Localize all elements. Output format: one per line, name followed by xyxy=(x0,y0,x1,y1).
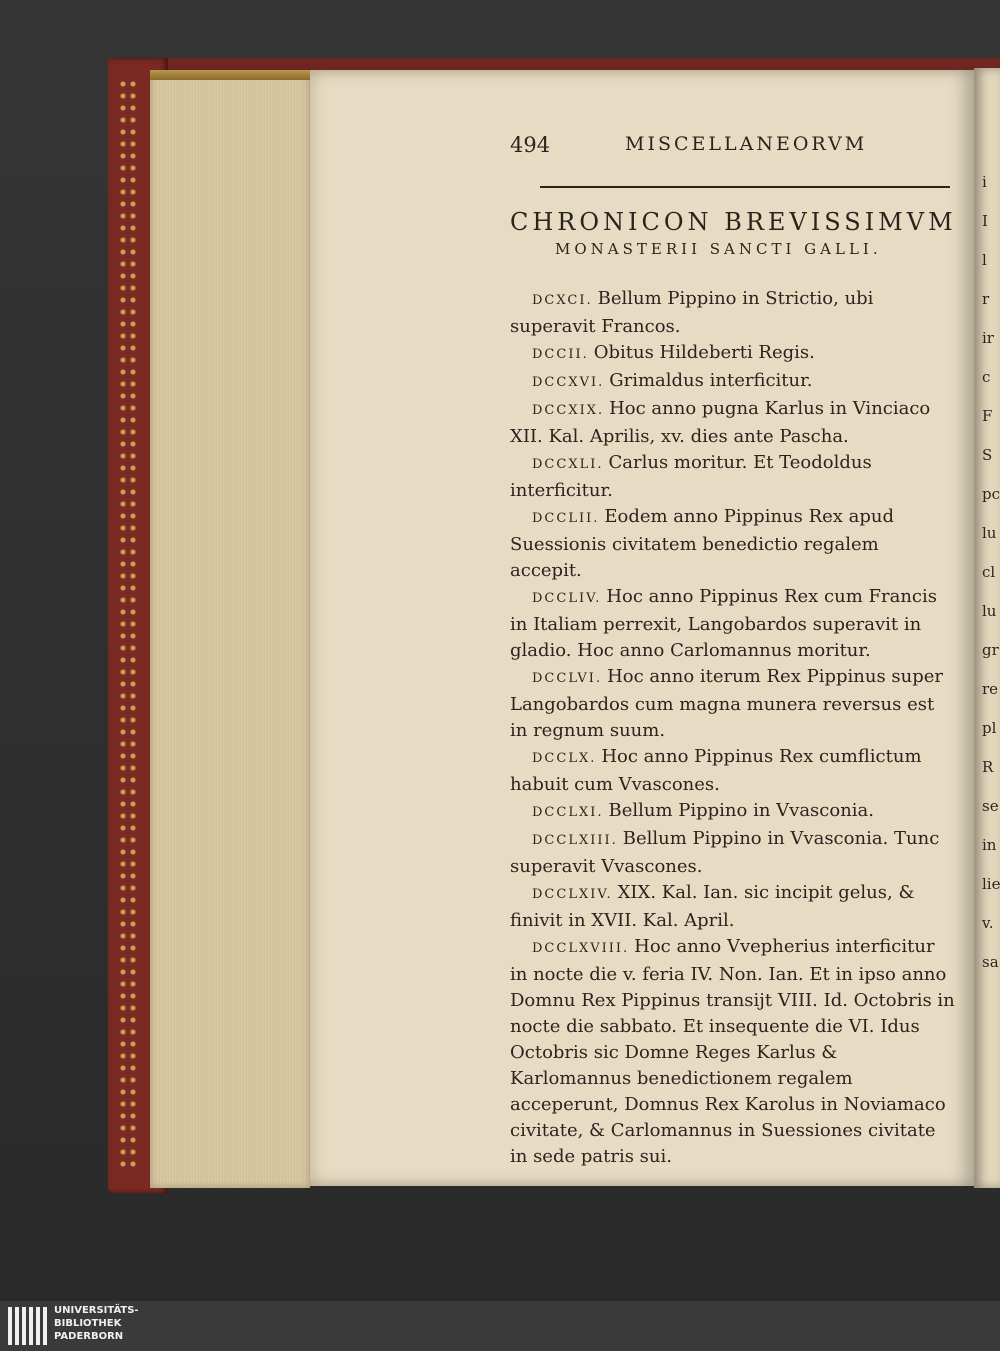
logo-line-1: UNIVERSITÄTS- xyxy=(54,1305,139,1316)
facing-page-fragment: lu xyxy=(982,524,997,542)
facing-page-fragment: F xyxy=(982,407,993,425)
facing-page-fragment: c xyxy=(982,368,991,386)
entry-text: Hoc anno Vvepherius interficitur in nocte die v. feria IV. Non. Ian. Et in ipso anno Domnu Rex Pippinus transijt VIII. Id. Octobris in nocte die sabbato. Et insequente die VI. Idus Octobris sic Domne Reges Karlus & Karlomannus benedictionem regalem acceperunt, Domnus Rex Karolus in Noviamaco civitate, & Carlomannus in Suessiones civitate in sede patris sui. xyxy=(510,936,955,1167)
chronicle-entry xyxy=(510,340,955,368)
chronicle-entry xyxy=(510,880,955,934)
chronicle-entry xyxy=(510,664,955,744)
chronicle-entry xyxy=(510,286,955,340)
logo-line-3: PADERBORN xyxy=(54,1331,124,1342)
facing-page-fragment: gr xyxy=(982,641,999,659)
entry-year: DCCLVI. xyxy=(532,671,603,686)
entry-year: DCCLX. xyxy=(532,751,597,766)
entry-text: Hoc anno Pippinus Rex cum Francis in Italiam perrexit, Langobardos superavit in gladio. Hoc anno Carlomannus moritur. xyxy=(510,586,938,661)
facing-page-fragment: sa xyxy=(982,953,999,971)
library-footer xyxy=(0,1301,1000,1351)
entry-text: Bellum Pippino in Strictio, ubi superavit Francos. xyxy=(510,288,874,337)
gilt-top-edge xyxy=(150,70,310,80)
entry-year: DCCLII. xyxy=(532,511,600,526)
chronicle-subtitle: MONASTERII SANCTI GALLI. xyxy=(555,240,882,258)
chronicle-entry xyxy=(510,504,955,584)
facing-page-fragment: pl xyxy=(982,719,997,737)
chronicle-text xyxy=(510,286,955,1170)
entry-text: Obitus Hildeberti Regis. xyxy=(593,342,815,363)
facing-page-fragment: pc xyxy=(982,485,1000,503)
entry-year: DCCLXIV. xyxy=(532,887,613,902)
chronicle-entry xyxy=(510,584,955,664)
chronicle-entry xyxy=(510,368,955,396)
facing-page-fragment: in xyxy=(982,836,997,854)
entry-year: DCCLXI. xyxy=(532,805,604,820)
chronicle-entry xyxy=(510,744,955,798)
entry-text: Grimaldus interficitur. xyxy=(609,370,813,391)
chronicle-entry xyxy=(510,934,955,1170)
facing-page-fragment: cl xyxy=(982,563,996,581)
chronicle-entry xyxy=(510,396,955,450)
facing-page-fragment: I xyxy=(982,212,988,230)
facing-page-fragment: re xyxy=(982,680,999,698)
library-logo-text xyxy=(54,1304,139,1343)
facing-page-fragment: i xyxy=(982,173,987,191)
entry-text: Hoc anno pugna Karlus in Vinciaco XII. Kal. Aprilis, xv. dies ante Pascha. xyxy=(510,398,931,447)
chronicle-entry xyxy=(510,798,955,826)
facing-page-fragment: ir xyxy=(982,329,994,347)
chronicle-entry xyxy=(510,826,955,880)
facing-page-fragment: lie xyxy=(982,875,1000,893)
facing-page-edge xyxy=(974,68,1000,1188)
header-rule xyxy=(540,186,950,188)
entry-text: Hoc anno Pippinus Rex cumflictum habuit cum Vvascones. xyxy=(510,746,922,795)
entry-year: DCCXIX. xyxy=(532,403,605,418)
running-title: MISCELLANEORVM xyxy=(625,133,868,155)
entry-year: DCCLIV. xyxy=(532,591,602,606)
entry-text: Eodem anno Pippinus Rex apud Suessionis civitatem benedictio regalem accepit. xyxy=(510,506,895,581)
facing-page-fragment: l xyxy=(982,251,987,269)
entry-text: Bellum Pippino in Vvasconia. Tunc superavit Vvascones. xyxy=(510,828,940,877)
facing-page-fragment: R xyxy=(982,758,994,776)
chronicle-title: CHRONICON BREVISSIMVM xyxy=(510,208,957,236)
facing-page-fragment: r xyxy=(982,290,990,308)
facing-page-fragment: v. xyxy=(982,914,994,932)
page-number: 494 xyxy=(510,133,551,157)
entry-text: Hoc anno iterum Rex Pippinus super Langobardos cum magna munera reversus est in regnum suum. xyxy=(510,666,944,741)
chronicle-entry xyxy=(510,450,955,504)
entry-text: Bellum Pippino in Vvasconia. xyxy=(608,800,875,821)
entry-year: DCCLXVIII. xyxy=(532,941,630,956)
entry-year: DCCII. xyxy=(532,347,589,362)
facing-page-fragment: lu xyxy=(982,602,997,620)
facing-page-fragment: se xyxy=(982,797,999,815)
page-block-edges xyxy=(150,70,310,1188)
entry-year: DCCXVI. xyxy=(532,375,605,390)
library-logo-icon xyxy=(8,1307,48,1345)
entry-text: Carlus moritur. Et Teodoldus interficitur. xyxy=(510,452,872,501)
entry-text: XIX. Kal. Ian. sic incipit gelus, & finivit in XVII. Kal. April. xyxy=(510,882,915,931)
facing-page-fragment: S xyxy=(982,446,993,464)
gilt-tooling-border xyxy=(118,78,140,1168)
logo-line-2: BIBLIOTHEK xyxy=(54,1318,122,1329)
entry-year: DCCXLI. xyxy=(532,457,604,472)
entry-year: DCCLXIII. xyxy=(532,833,618,848)
entry-year: DCXCI. xyxy=(532,293,593,308)
